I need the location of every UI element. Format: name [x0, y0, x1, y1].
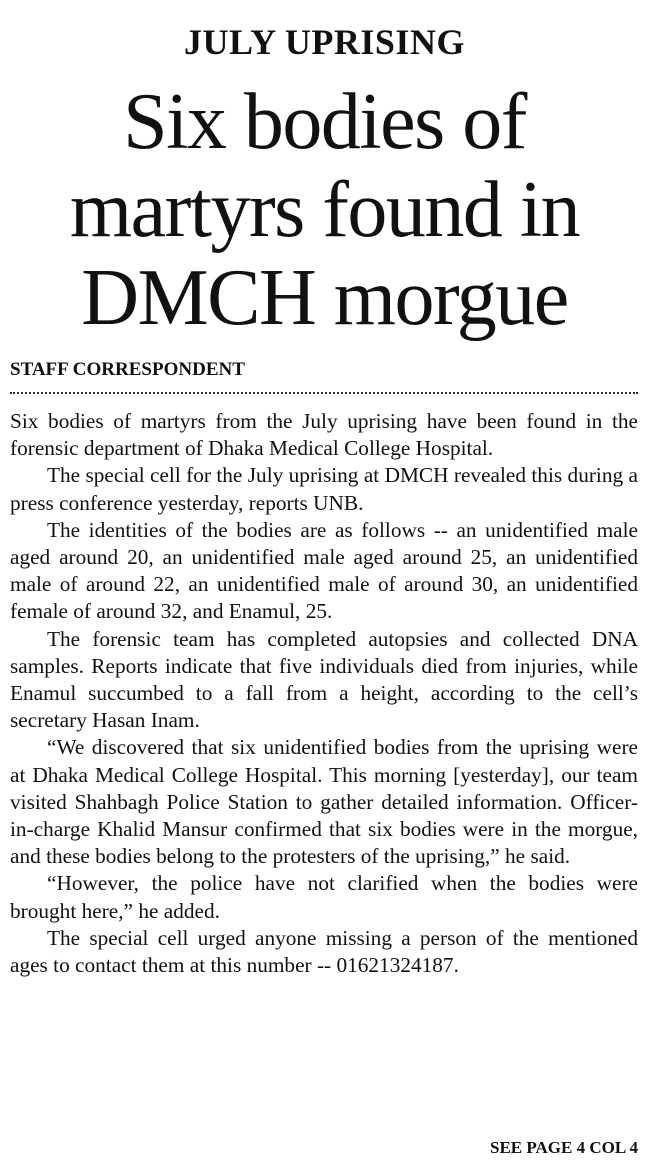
headline: [0, 78, 649, 342]
article-paragraph: The special cell for the July uprising at DMCH revealed this during a press conference yesterday, reports UNB.: [10, 463, 638, 515]
article-paragraph: The special cell urged anyone missing a person of the mentioned ages to contact them at this number -- 01621324187.: [10, 925, 638, 978]
article-paragraph: “We discovered that six unidentified bodies from the uprising were at Dhaka Medical College Hospital. This morning [yesterday], our team visited Shahbagh Police Station to gather detailed information. Officer-in-charge Khalid Mansur confirmed that six bodies were in the morgue, and these bodies belong to the protesters of the uprising,” he said.: [10, 735, 638, 869]
article-paragraph: Six bodies of martyrs from the July uprising have been found in the forensic department of Dhaka Medical College Hospital.: [10, 409, 638, 461]
headline-line: martyrs found in: [69, 166, 580, 254]
byline: STAFF CORRESPONDENT: [10, 359, 245, 380]
kicker: JULY UPRISING: [184, 22, 465, 62]
article-body: [10, 408, 638, 979]
article-paragraph: The identities of the bodies are as follows -- an unidentified male aged around 20, an unidentified male aged around 25, an unidentified male of around 22, an unidentified male of around 30, an unidentified female of around 32, and Enamul, 25.: [10, 517, 638, 624]
article-paragraph: The forensic team has completed autopsies and collected DNA samples. Reports indicate that five individuals died from injuries, while Enamul succumbed to a fall from a height, according to the cell’s secretary Hasan Inam.: [10, 626, 638, 733]
article-paragraph: “However, the police have not clarified when the bodies were brought here,” he added.: [10, 871, 638, 923]
jump-line: SEE PAGE 4 COL 4: [490, 1138, 638, 1157]
headline-line: DMCH morgue: [81, 254, 568, 342]
dotted-divider: [10, 392, 638, 394]
headline-line: Six bodies of: [123, 78, 526, 166]
